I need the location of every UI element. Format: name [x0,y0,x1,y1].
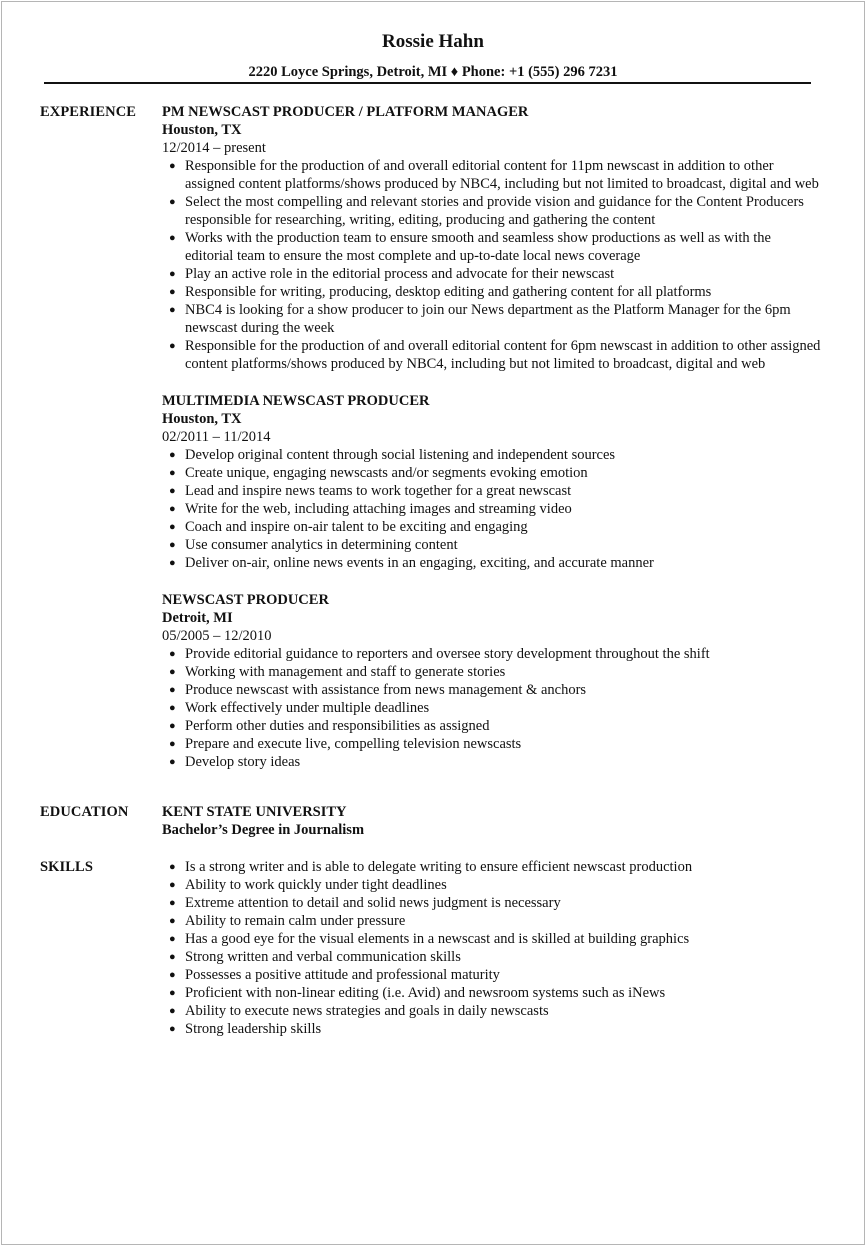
bullet-dot-icon: ● [169,684,176,696]
bullet-dot-icon: ● [169,539,176,551]
skill-text: Ability to remain calm under pressure [185,913,406,929]
skills-list [162,858,822,1038]
bullet-dot-icon: ● [169,702,176,714]
job-dates: 12/2014 – present [162,140,266,156]
bullet-text: Develop story ideas [185,754,301,770]
bullet-dot-icon: ● [169,738,176,750]
job-entry [162,591,822,771]
bullet-item [162,753,822,771]
job-location: Houston, TX [162,122,242,138]
bullet-text: Work effectively under multiple deadlines [185,700,430,716]
bullet-dot-icon: ● [169,232,176,244]
skill-item [162,894,822,912]
bullet-item [162,681,822,699]
skill-item [162,1020,822,1038]
bullet-item [162,482,822,500]
skill-text: Proficient with non-linear editing (i.e. Avid) and newsroom systems such as iNews [185,985,666,1001]
bullet-dot-icon: ● [169,720,176,732]
bullet-text: Play an active role in the editorial process and advocate for their newscast [185,266,615,282]
bullet-dot-icon: ● [169,467,176,479]
bullet-text: Coach and inspire on-air talent to be exciting and engaging [185,519,528,535]
job-title: MULTIMEDIA NEWSCAST PRODUCER [162,393,430,409]
experience-section [2,103,864,771]
job-title: PM NEWSCAST PRODUCER / PLATFORM MANAGER [162,104,529,120]
bullet-item [162,717,822,735]
resume-page [1,1,865,1245]
bullet-item [162,500,822,518]
job-entry [162,392,822,572]
bullet-item [162,464,822,482]
bullet-dot-icon: ● [169,340,176,352]
bullet-dot-icon: ● [169,879,176,891]
job-dates: 05/2005 – 12/2010 [162,628,272,644]
job-location: Houston, TX [162,411,242,427]
job-dates: 02/2011 – 11/2014 [162,429,271,445]
bullet-text: Prepare and execute live, compelling television newscasts [185,736,522,752]
bullet-item [162,193,822,229]
bullet-dot-icon: ● [169,503,176,515]
bullet-dot-icon: ● [169,1005,176,1017]
skills-entry [162,858,822,1038]
bullet-text: Responsible for the production of and overall editorial content for 11pm newscast in addition to other assigned content platforms/shows produced by NBC4, including but not limited to broadcast, digital and web [185,158,819,192]
bullet-dot-icon: ● [169,286,176,298]
experience-list [162,103,822,771]
bullet-text: Select the most compelling and relevant stories and provide vision and guidance for the Content Producers responsible for researching, writing, editing, producing and gathering the content [185,194,804,228]
bullet-dot-icon: ● [169,951,176,963]
bullet-dot-icon: ● [169,449,176,461]
skill-item [162,1002,822,1020]
bullet-text: Perform other duties and responsibilities as assigned [185,718,490,734]
bullet-dot-icon: ● [169,1023,176,1035]
bullet-dot-icon: ● [169,160,176,172]
section-title-education: EDUCATION [40,804,129,820]
bullet-item [162,699,822,717]
bullet-item [162,536,822,554]
skill-item [162,912,822,930]
job-entry [162,103,822,373]
bullet-text: Responsible for writing, producing, desktop editing and gathering content for all platforms [185,284,712,300]
skill-item [162,858,822,876]
skill-text: Possesses a positive attitude and professional maturity [185,967,500,983]
bullet-dot-icon: ● [169,196,176,208]
bullet-dot-icon: ● [169,987,176,999]
bullet-item [162,645,822,663]
job-bullets [162,446,822,572]
skill-text: Strong written and verbal communication skills [185,949,461,965]
bullet-item [162,157,822,193]
skill-item [162,984,822,1002]
degree-name: Bachelor’s Degree in Journalism [162,822,365,838]
bullet-item [162,283,822,301]
bullet-text: Deliver on-air, online news events in an engaging, exciting, and accurate manner [185,555,654,571]
skill-text: Extreme attention to detail and solid news judgment is necessary [185,895,561,911]
skill-text: Is a strong writer and is able to delegate writing to ensure efficient newscast production [185,859,693,875]
bullet-dot-icon: ● [169,485,176,497]
job-title: NEWSCAST PRODUCER [162,592,329,608]
skills-section [2,858,864,1038]
skill-item [162,930,822,948]
bullet-text: Lead and inspire news teams to work together for a great newscast [185,483,572,499]
job-bullets [162,157,822,373]
bullet-item [162,337,822,373]
skill-item [162,876,822,894]
bullet-text: NBC4 is looking for a show producer to join our News department as the Platform Manager for the 6pm newscast during the week [185,302,791,336]
bullet-text: Provide editorial guidance to reporters and oversee story development throughout the shift [185,646,710,662]
contact-line: 2220 Loyce Springs, Detroit, MI ♦ Phone: +1 (555) 296 7231 [248,64,618,80]
education-section [2,803,864,839]
bullet-dot-icon: ● [169,756,176,768]
skill-item [162,948,822,966]
job-location: Detroit, MI [162,610,233,626]
bullet-dot-icon: ● [169,268,176,280]
bullet-dot-icon: ● [169,304,176,316]
resume-content [2,103,864,1038]
bullet-item [162,735,822,753]
bullet-text: Develop original content through social listening and independent sources [185,447,616,463]
section-title-skills: SKILLS [40,859,93,875]
bullet-item [162,446,822,464]
header-divider [44,82,811,84]
bullet-item [162,518,822,536]
candidate-name: Rossie Hahn [382,31,484,52]
bullet-text: Produce newscast with assistance from news management & anchors [185,682,587,698]
bullet-text: Write for the web, including attaching images and streaming video [185,501,572,517]
bullet-dot-icon: ● [169,933,176,945]
section-title-experience: EXPERIENCE [40,104,137,120]
bullet-text: Create unique, engaging newscasts and/or segments evoking emotion [185,465,588,481]
education-entry [162,803,822,839]
bullet-dot-icon: ● [169,915,176,927]
school-name: KENT STATE UNIVERSITY [162,804,347,820]
bullet-dot-icon: ● [169,861,176,873]
bullet-dot-icon: ● [169,648,176,660]
job-bullets [162,645,822,771]
bullet-text: Working with management and staff to generate stories [185,664,506,680]
bullet-dot-icon: ● [169,557,176,569]
bullet-item [162,663,822,681]
bullet-text: Works with the production team to ensure smooth and seamless show productions as well as with the editorial team to ensure the most complete and up-to-date local news coverage [185,230,771,264]
bullet-dot-icon: ● [169,897,176,909]
bullet-item [162,301,822,337]
skill-text: Ability to execute news strategies and goals in daily newscasts [185,1003,549,1019]
bullet-item [162,229,822,265]
bullet-item [162,265,822,283]
skill-text: Has a good eye for the visual elements in a newscast and is skilled at building graphics [185,931,690,947]
bullet-dot-icon: ● [169,969,176,981]
bullet-item [162,554,822,572]
skill-text: Strong leadership skills [185,1021,322,1037]
bullet-text: Responsible for the production of and overall editorial content for 6pm newscast in addition to other assigned content platforms/shows produced by NBC4, including but not limited to broadcast, digital and web [185,338,821,372]
bullet-dot-icon: ● [169,666,176,678]
bullet-dot-icon: ● [169,521,176,533]
skill-item [162,966,822,984]
bullet-text: Use consumer analytics in determining content [185,537,458,553]
skill-text: Ability to work quickly under tight deadlines [185,877,447,893]
